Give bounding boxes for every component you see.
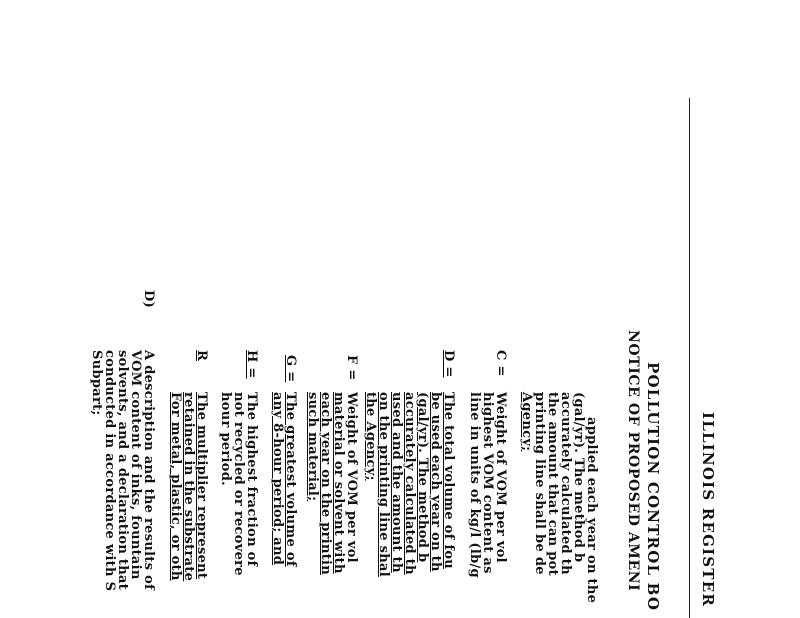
definition-g-line: any 8-hour period; and (270, 392, 285, 566)
definition-f-line: such material; (305, 392, 320, 502)
notice-title: NOTICE OF PROPOSED AMENI (625, 330, 641, 592)
definition-label-h: H = (244, 350, 259, 379)
item-d-label: D) (141, 290, 156, 309)
item-d-line: conducted in accordance with S (102, 350, 117, 592)
item-d-line: Subpart; (89, 350, 104, 416)
definition-g-line: The greatest volume of (283, 392, 298, 567)
item-d-line: solvents, and a declaration that (115, 350, 130, 591)
definition-f-line: each year on the printin (318, 392, 333, 576)
definition-h-line: not recycled or recovere (231, 392, 246, 576)
item-d-line: VOM content of inks, fountain (128, 350, 143, 580)
definition-label-c: C = (493, 350, 508, 377)
definition-c-line: highest VOM content as (480, 392, 495, 574)
definition-c-line: Weight of VOM per vol (493, 392, 508, 563)
board-title: POLLUTION CONTROL BO (644, 362, 662, 612)
intro-line: Agency; (519, 392, 534, 452)
definition-h-line: The highest fraction of (244, 392, 259, 567)
intro-line: the amount that can pot (545, 392, 560, 576)
header-rule (689, 98, 690, 618)
definition-d-line: used and the amount th (389, 392, 404, 573)
intro-line: accurately calculated th (558, 392, 573, 575)
definition-r-line: The multiplier represent (194, 392, 209, 580)
definition-c-line: line in units of kg/l (lb/g (467, 392, 482, 578)
definition-d-line: The total volume of fou (441, 392, 456, 570)
definition-d-line: accurately calculated th (402, 392, 417, 575)
item-d-line: A description and the results of (141, 350, 156, 590)
definition-r-line: retained in the substrate (181, 392, 196, 582)
definition-f-line: Weight of VOM per vol (344, 392, 359, 563)
register-title: ILLINOIS REGISTER (699, 412, 717, 607)
definition-label-g: G = (283, 355, 298, 383)
intro-line: applied each year on the (584, 417, 599, 604)
definition-f-line: material or solvent with (331, 392, 346, 574)
definition-label-f: F = (344, 355, 359, 381)
definition-r-line: For metal, plastic, or oth (168, 392, 183, 581)
intro-line: (gal/yr). The method b (571, 392, 586, 563)
definition-d-line: be used each year on th (428, 392, 443, 572)
definition-label-r: R (194, 350, 209, 362)
definition-d-line: (gal/yr). The method b (415, 392, 430, 563)
definition-d-line: the Agency; (363, 392, 378, 481)
definition-d-line: on the printing line shal (376, 392, 391, 577)
definition-h-line: hour period. (218, 392, 233, 486)
definition-label-d: D = (441, 350, 456, 378)
intro-line: printing line shall be de (532, 392, 547, 575)
